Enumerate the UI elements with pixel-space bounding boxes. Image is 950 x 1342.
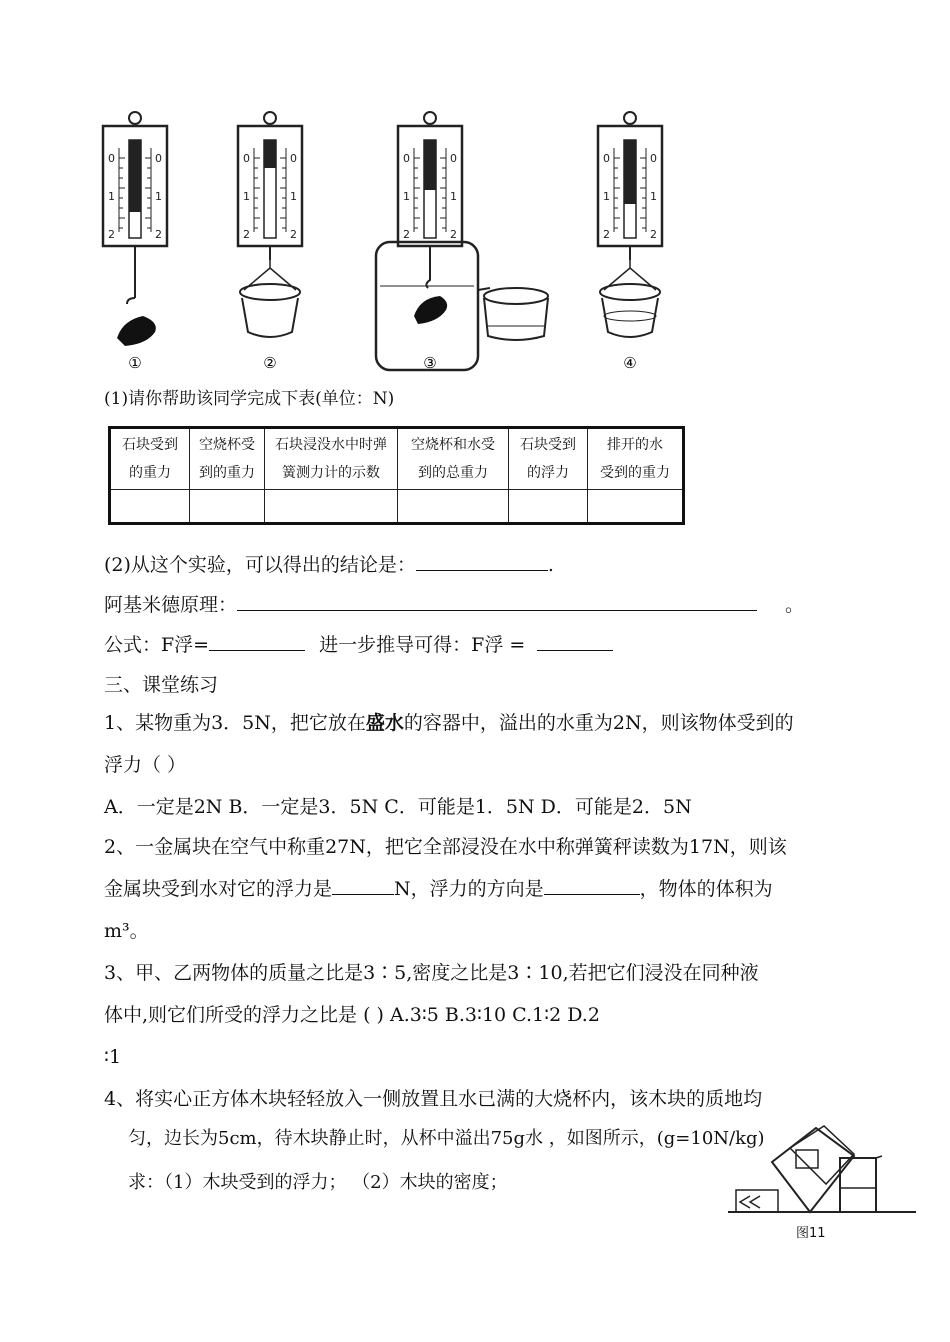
answer-blank[interactable] [537, 632, 613, 651]
answer-blank[interactable] [332, 876, 394, 895]
tick-label-1: 1 [155, 190, 162, 203]
tick-label-0: 0 [603, 152, 610, 165]
figure-label-2: ② [263, 354, 277, 372]
problem-3-line-1: 3、甲、乙两物体的质量之比是3∶5,密度之比是3∶10,若把它们浸没在同种液 [104, 962, 759, 984]
archimedes-label: 阿基米德原理： [104, 594, 238, 616]
problem-1-line-2: 浮力（ ） [104, 754, 187, 776]
table-cell[interactable] [110, 490, 190, 524]
problem-1-line-1: 1、某物重为3．5N，把它放在盛水的容器中，溢出的水重为2N，则该物体受到的 [104, 712, 794, 734]
tick-label-n: N [426, 138, 435, 151]
tick-label-0: 0 [290, 152, 297, 165]
formula-line [104, 632, 613, 658]
problem-2-line-1: 2、一金属块在空气中称重27N，把它全部浸没在水中称弹簧秤读数为17N，则该 [104, 836, 787, 858]
problem-2-line-3: m³。 [104, 920, 149, 942]
formula-label: 公式：F浮= [104, 634, 210, 656]
emphasis-text: 盛水 [365, 712, 404, 734]
tick-label-1: 1 [603, 190, 610, 203]
header-buoyancy: 石块受到 的浮力 [509, 428, 588, 490]
problem-2-line-2: 金属块受到水对它的浮力是 N，浮力的方向是 ，物体的体积为 [104, 878, 773, 900]
table-cell[interactable] [588, 490, 684, 524]
q2-text: (2)从这个实验，可以得出的结论是： [104, 554, 416, 576]
tick-label-2: 2 [603, 228, 610, 241]
tick-label-0: 0 [650, 152, 657, 165]
problem-3-line-3: ∶1 [104, 1046, 122, 1068]
figure-label-3: ③ [423, 354, 437, 372]
tick-label-2: 2 [650, 228, 657, 241]
problem-4-line-3: 求：（1）木块受到的浮力； （2）木块的密度； [128, 1172, 508, 1193]
answer-blank[interactable] [237, 592, 757, 611]
table-cell[interactable] [190, 490, 265, 524]
tick-label-0: 0 [155, 152, 162, 165]
q2-conclusion [104, 552, 554, 578]
header-displaced-water: 排开的水 受到的重力 [588, 428, 684, 490]
scale-tick-labels [95, 110, 715, 270]
problem-1-options: A．一定是2N B．一定是3．5N C．可能是1．5N D．可能是2．5N [104, 796, 692, 818]
table-cell[interactable] [265, 490, 398, 524]
figure-11 [728, 1124, 918, 1216]
tick-label-0: 0 [403, 152, 410, 165]
figure-label-4: ④ [623, 354, 637, 372]
tick-label-2: 2 [243, 228, 250, 241]
figure-label-1: ① [128, 354, 142, 372]
tick-label-1: 1 [290, 190, 297, 203]
answer-blank[interactable] [416, 552, 548, 571]
archimedes-end: 。 [785, 594, 805, 616]
q2-tail: . [547, 554, 554, 576]
archimedes-line [104, 592, 804, 618]
figure-11-caption: 图11 [796, 1226, 826, 1241]
tick-label-0: 0 [243, 152, 250, 165]
tick-label-2: 2 [108, 228, 115, 241]
problem-3-line-2: 体中,则它们所受的浮力之比是 ( ) A.3∶5 B.3∶10 C.1∶2 D.2 [104, 1004, 600, 1026]
formula-mid: 进一步推导可得：F浮 = [319, 634, 526, 656]
tick-label-0: 0 [450, 152, 457, 165]
tick-label-n: N [626, 138, 635, 151]
answer-blank[interactable] [209, 632, 305, 651]
tick-label-n: N [266, 138, 275, 151]
tick-label-1: 1 [450, 190, 457, 203]
table-cell[interactable] [509, 490, 588, 524]
tick-label-1: 1 [650, 190, 657, 203]
q1-prompt: (1)请你帮助该同学完成下表(单位：N) [104, 389, 395, 409]
tick-label-1: 1 [403, 190, 410, 203]
tick-label-2: 2 [403, 228, 410, 241]
tick-label-2: 2 [450, 228, 457, 241]
tick-label-1: 1 [243, 190, 250, 203]
header-stone-weight: 石块受到 的重力 [110, 428, 190, 490]
problem-4-line-2: 匀，边长为5cm，待木块静止时，从杯中溢出75g水 ，如图所示，(g=10N/kg) [128, 1128, 765, 1149]
tick-label-1: 1 [108, 190, 115, 203]
problem-4-line-1: 4、将实心正方体木块轻轻放入一侧放置且水已满的大烧杯内，该木块的质地均 [104, 1088, 763, 1110]
header-scale-reading: 石块浸没水中时弹 簧测力计的示数 [265, 428, 398, 490]
header-empty-cup-weight: 空烧杯受 到的重力 [190, 428, 265, 490]
tick-label-n: N [131, 138, 140, 151]
section-heading: 三、课堂练习 [104, 674, 219, 696]
table-cell[interactable] [398, 490, 509, 524]
results-table [108, 426, 685, 525]
tick-label-2: 2 [155, 228, 162, 241]
answer-blank[interactable] [544, 876, 640, 895]
tick-label-0: 0 [108, 152, 115, 165]
header-cup-water-weight: 空烧杯和水受 到的总重力 [398, 428, 509, 490]
tick-label-2: 2 [290, 228, 297, 241]
